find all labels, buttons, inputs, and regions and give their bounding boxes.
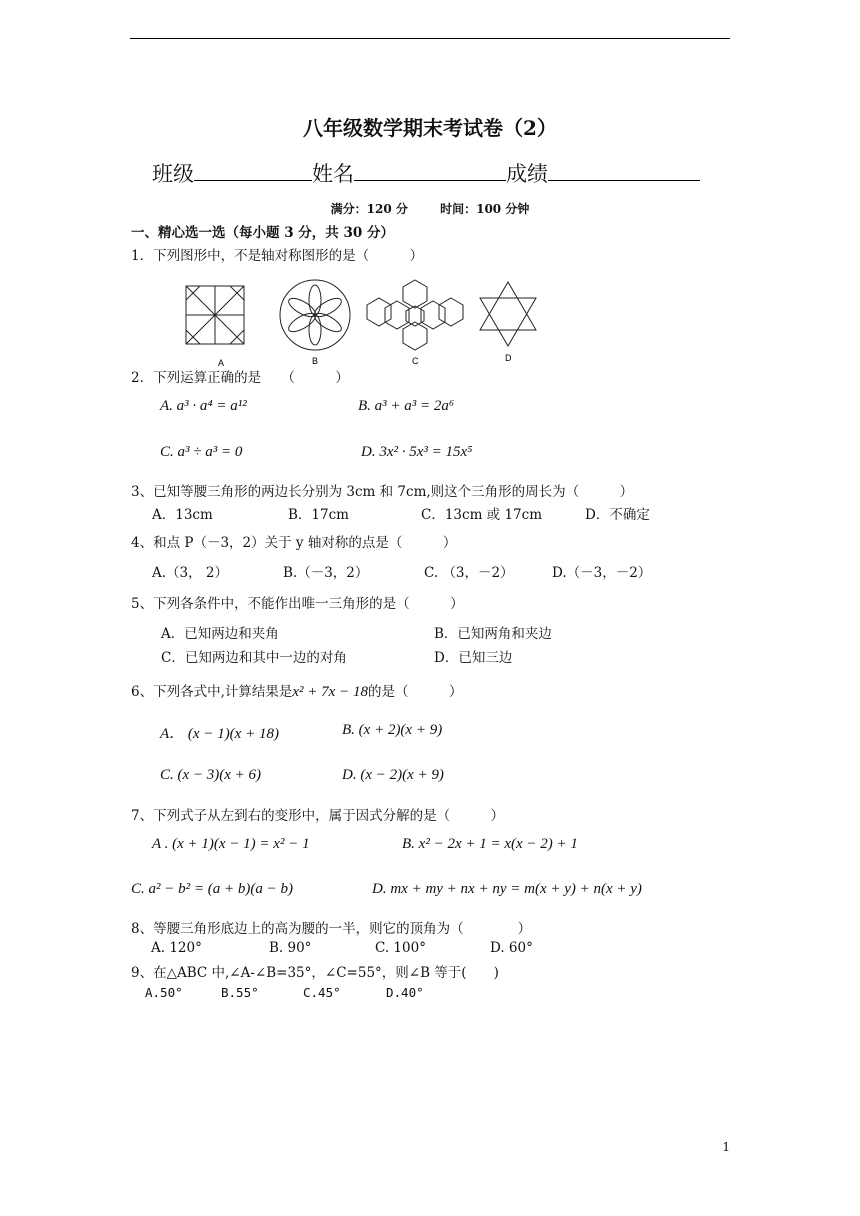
exam-time: 时间：100 分钟: [440, 202, 530, 216]
question-2-option-d[interactable]: D. 3x² · 5x³ = 15x⁵: [361, 444, 473, 460]
question-8-option-d[interactable]: D. 60°: [490, 940, 533, 956]
question-6-stem-post: 的是（ ）: [367, 684, 463, 700]
question-2-option-c[interactable]: C. a³ ÷ a³ = 0: [160, 444, 243, 460]
question-6-option-b[interactable]: B. (x + 2)(x + 9): [342, 722, 443, 738]
question-9-option-c[interactable]: C.45°: [303, 985, 341, 1000]
question-8-option-c[interactable]: C. 100°: [375, 940, 426, 956]
question-7-stem: 7、下列式子从左到右的变形中，属于因式分解的是（ ）: [131, 808, 505, 824]
class-label: 班级: [152, 162, 194, 186]
question-8-stem: 8、等腰三角形底边上的高为腰的一半，则它的顶角为（ ）: [131, 921, 532, 937]
question-5-stem: 5、下列各条件中，不能作出唯一三角形的是（ ）: [131, 596, 464, 612]
section-heading: 一、精心选一选（每小题 3 分，共 30 分）: [131, 225, 394, 241]
question-4-option-d[interactable]: D.（－3，－2）: [552, 565, 652, 581]
question-4-option-a[interactable]: A.（3， 2）: [152, 565, 229, 581]
question-1-figures: [178, 278, 558, 370]
question-9-option-d[interactable]: D.40°: [386, 985, 424, 1000]
question-6-option-c[interactable]: C. (x − 3)(x + 6): [160, 767, 262, 783]
score-label: 成绩: [506, 162, 548, 186]
figure-b-flower: [280, 280, 350, 350]
figure-c-hexagon-star: [367, 280, 463, 350]
question-4-option-b[interactable]: B.（－3，2）: [283, 565, 369, 581]
question-9-option-a[interactable]: A.50°: [145, 985, 183, 1000]
exam-meta: [0, 200, 860, 217]
question-3-option-a[interactable]: A．13cm: [152, 507, 213, 523]
question-5-option-d[interactable]: D．已知三边: [434, 650, 513, 666]
figure-a-pinwheel: [186, 286, 244, 344]
question-6-stem-pre: 6、下列各式中,计算结果是: [131, 684, 293, 700]
question-8-option-a[interactable]: A. 120°: [151, 940, 202, 956]
figure-label-a: A: [218, 358, 225, 368]
question-5-option-a[interactable]: A．已知两边和夹角: [161, 626, 279, 642]
question-3-option-c[interactable]: C．13cm 或 17cm: [421, 507, 542, 523]
question-3-stem: 3、已知等腰三角形的两边长分别为 3cm 和 7cm,则这个三角形的周长为（ ）: [131, 484, 634, 500]
question-5-option-b[interactable]: B．已知两角和夹边: [434, 626, 552, 642]
figure-label-d: D: [505, 353, 512, 363]
question-7-option-b[interactable]: B. x² − 2x + 1 = x(x − 2) + 1: [402, 836, 578, 852]
question-9-option-b[interactable]: B.55°: [221, 985, 259, 1000]
name-label: 姓名: [312, 162, 354, 186]
question-6-option-a[interactable]: A． (x − 1)(x + 18): [160, 726, 279, 742]
question-2-option-a[interactable]: A. a³ · a⁴ = a¹²: [160, 398, 247, 414]
question-4-option-c[interactable]: C. （3，－2）: [424, 565, 514, 581]
figure-d-hexagram: [480, 282, 536, 346]
page-number: 1: [722, 1140, 730, 1154]
question-4-stem: 4、和点 P（－3，2）关于 y 轴对称的点是（ ）: [131, 535, 457, 551]
full-score: 满分：120 分: [330, 202, 408, 216]
question-6-stem: [131, 680, 462, 701]
question-3-option-d[interactable]: D．不确定: [585, 507, 650, 523]
class-blank[interactable]: [194, 156, 312, 181]
question-2-stem: 2．下列运算正确的是 （ ）: [131, 370, 349, 386]
question-7-option-d[interactable]: D. mx + my + nx + ny = m(x + y) + n(x + y): [372, 881, 642, 897]
question-9-stem: 9、在△ABC 中,∠A-∠B=35°，∠C=55°，则∠B 等于( ): [131, 965, 499, 981]
figure-label-c: C: [412, 356, 419, 366]
question-2-option-b[interactable]: B. a³ + a³ = 2a⁶: [358, 398, 455, 414]
question-7-option-a[interactable]: A . (x + 1)(x − 1) = x² − 1: [152, 836, 310, 852]
question-3-option-b[interactable]: B．17cm: [288, 507, 349, 523]
question-5-option-c[interactable]: C．已知两边和其中一边的对角: [161, 650, 347, 666]
question-6-expression: x² + 7x − 18: [292, 684, 368, 700]
score-blank[interactable]: [548, 156, 700, 181]
question-8-option-b[interactable]: B. 90°: [269, 940, 312, 956]
name-blank[interactable]: [354, 156, 506, 181]
page-title: 八年级数学期末考试卷（2）: [303, 116, 557, 140]
figure-label-b: B: [312, 356, 319, 366]
header-rule: [130, 38, 730, 39]
question-7-option-c[interactable]: C. a² − b² = (a + b)(a − b): [131, 881, 293, 897]
student-info-line: [152, 156, 700, 188]
question-1-stem: 1．下列图形中，不是轴对称图形的是（ ）: [131, 248, 424, 264]
question-6-option-d[interactable]: D. (x − 2)(x + 9): [342, 767, 444, 783]
